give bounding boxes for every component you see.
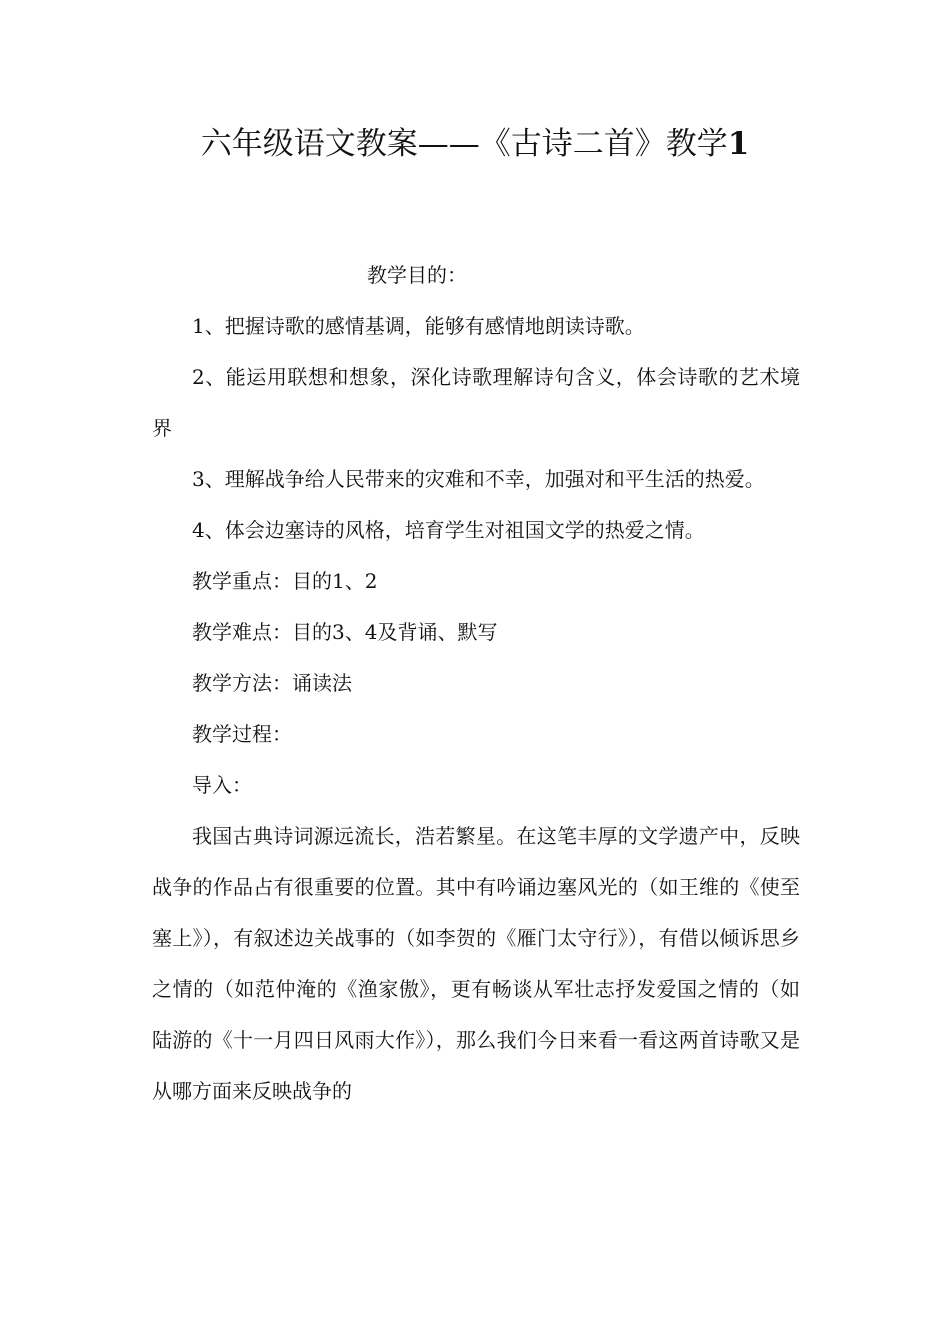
teaching-method: 教学方法：诵读法: [192, 671, 352, 695]
document-body: [152, 250, 800, 1117]
objective-item-4: 4、体会边塞诗的风格，培育学生对祖国文学的热爱之情。: [192, 518, 705, 542]
teaching-focus: 教学重点：目的1、2: [192, 569, 378, 593]
document-title-main: 六年级语文教案——《古诗二首》教学: [200, 126, 728, 162]
objective-item-2: 2、能运用联想和想象，深化诗歌理解诗句含义，体会诗歌的艺术境界: [152, 365, 800, 440]
section-heading-objectives: 教学目的：: [367, 263, 467, 287]
teaching-difficulty: 教学难点：目的3、4及背诵、默写: [192, 620, 498, 644]
teaching-process: 教学过程：: [192, 722, 292, 746]
introduction-heading: 导入：: [192, 773, 252, 797]
document-title: [0, 122, 950, 166]
document-title-number: 1: [727, 126, 750, 162]
objective-item-1: 1、把握诗歌的感情基调，能够有感情地朗读诗歌。: [192, 314, 645, 338]
objective-item-3: 3、理解战争给人民带来的灾难和不幸，加强对和平生活的热爱。: [192, 467, 765, 491]
introduction-paragraph: 我国古典诗词源远流长，浩若繁星。在这笔丰厚的文学遗产中，反映战争的作品占有很重要的位置。其中有吟诵边塞风光的（如王维的《使至塞上》），有叙述边关战事的（如李贺的《雁门太守行》），有借以倾诉思乡之情的（如范仲淹的《渔家傲》，更有畅谈从军壮志抒发爱国之情的（如陆游的《十一月四日风雨大作》），那么我们今日来看一看这两首诗歌又是从哪方面来反映战争的: [152, 824, 800, 1103]
